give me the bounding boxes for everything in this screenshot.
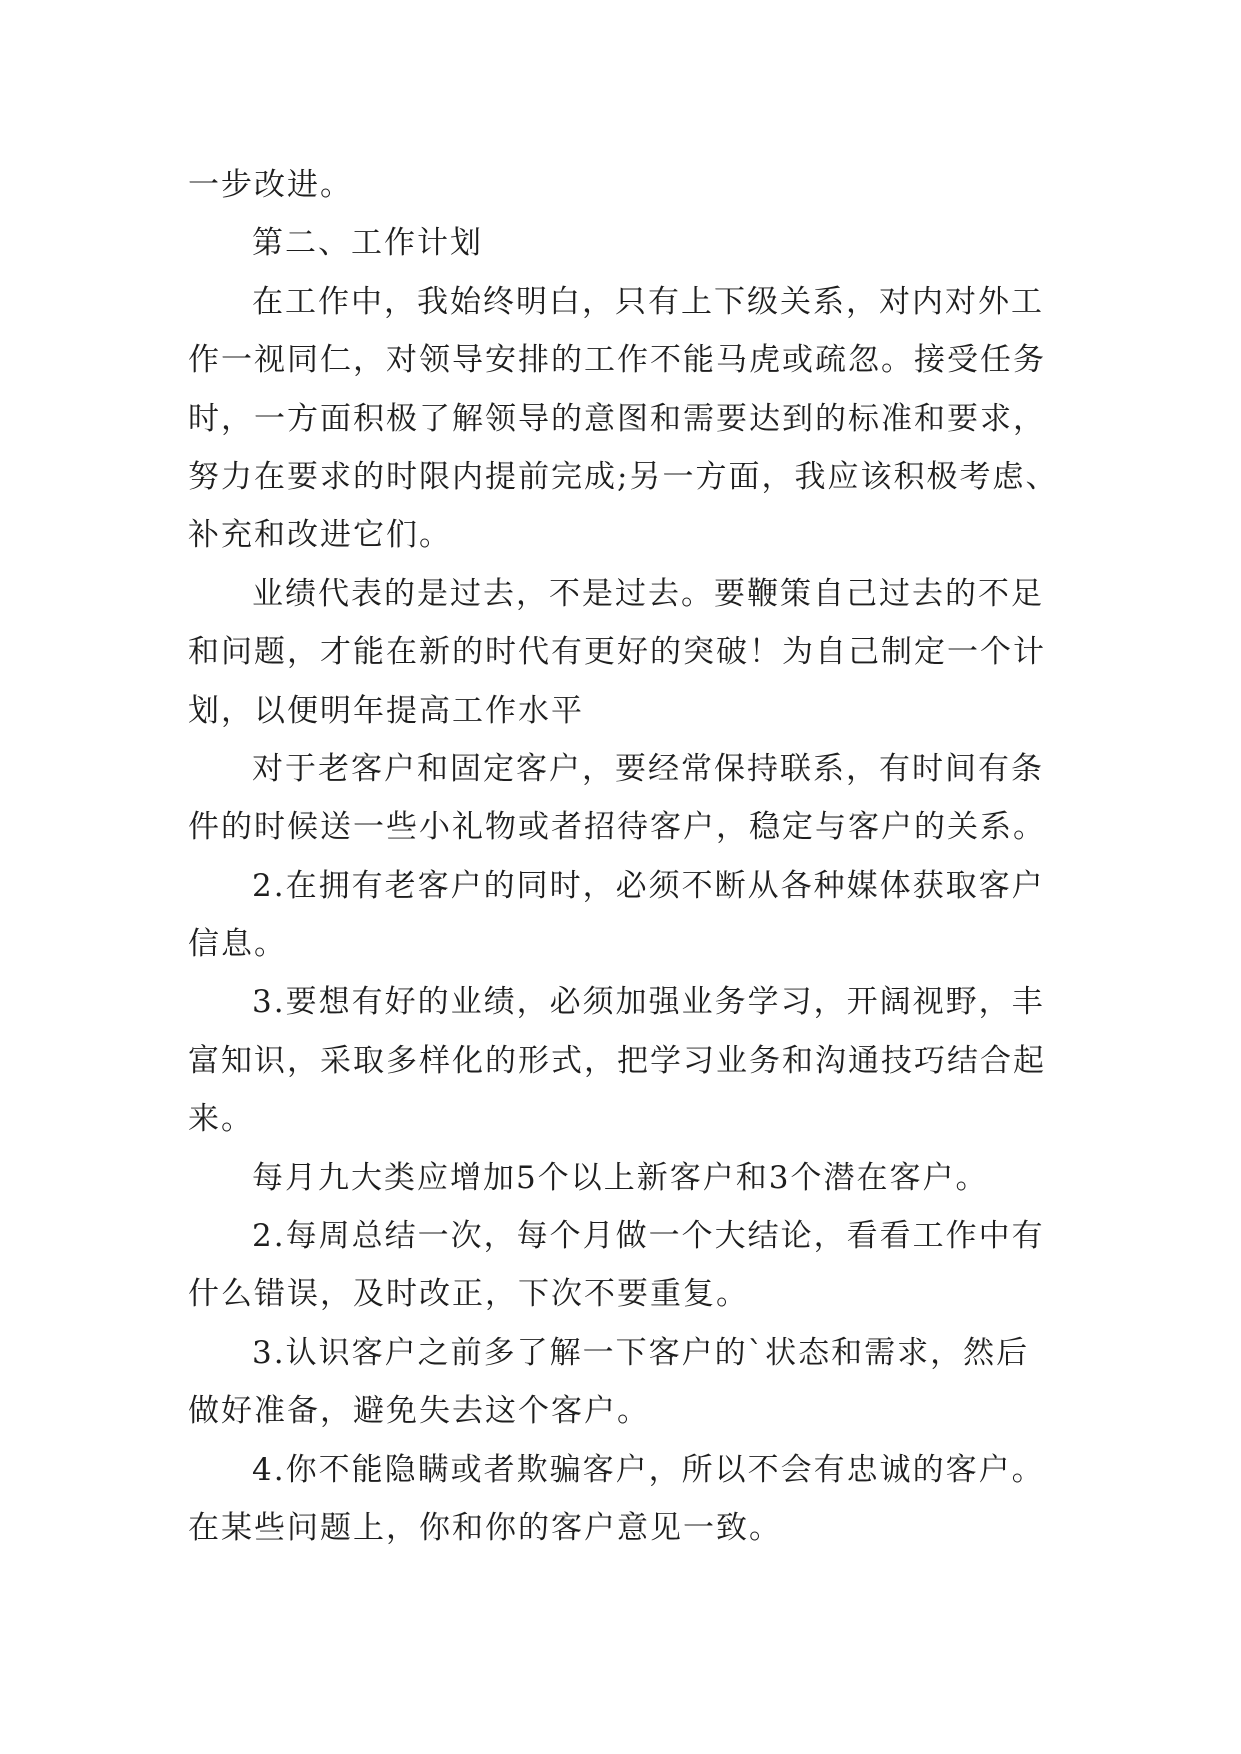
text-line: 在某些问题上，你和你的客户意见一致。 (188, 1509, 782, 1546)
text-line: 信息。 (188, 926, 287, 963)
text-line: 对于老客户和固定客户，要经常保持联系，有时间有条 (252, 750, 1044, 787)
text-line: 一步改进。 (188, 167, 353, 203)
text-line: 业绩代表的是过去，不是过去。要鞭策自己过去的不足 (252, 575, 1044, 612)
text-line: 来。 (188, 1101, 254, 1138)
text-line: 2.每周总结一次，每个月做一个大结论，看看工作中有 (252, 1218, 1045, 1255)
text-line: 2.在拥有老客户的同时，必须不断从各种媒体获取客户 (252, 867, 1045, 904)
text-line: 3.认识客户之前多了解一下客户的`状态和需求，然后 (252, 1334, 1030, 1371)
text-line: 什么错误，及时改正，下次不要重复。 (188, 1276, 749, 1313)
text-line: 划，以便明年提高工作水平 (188, 692, 584, 729)
text-line: 和问题，才能在新的时代有更好的突破！为自己制定一个计 (188, 634, 1046, 671)
text-line: 努力在要求的时限内提前完成;另一方面，我应该积极考虑、 (188, 458, 1059, 495)
text-line: 在工作中，我始终明白，只有上下级关系，对内对外工 (252, 283, 1044, 320)
document-body (188, 156, 1058, 1557)
text-line: 做好准备，避免失去这个客户。 (188, 1393, 650, 1430)
text-line: 作一视同仁，对领导安排的工作不能马虎或疏忽。接受任务 (188, 342, 1046, 379)
text-line: 富知识，采取多样化的形式，把学习业务和沟通技巧结合起 (188, 1042, 1046, 1079)
text-line: 每月九大类应增加5个以上新客户和3个潜在客户。 (252, 1159, 989, 1196)
text-line: 时，一方面积极了解领导的意图和需要达到的标准和要求， (188, 400, 1046, 437)
section-heading: 第二、工作计划 (252, 225, 483, 262)
text-line: 件的时候送一些小礼物或者招待客户，稳定与客户的关系。 (188, 809, 1046, 846)
text-line: 4.你不能隐瞒或者欺骗客户，所以不会有忠诚的客户。 (252, 1451, 1045, 1488)
text-line: 3.要想有好的业绩，必须加强业务学习，开阔视野，丰 (252, 984, 1045, 1021)
text-line: 补充和改进它们。 (188, 517, 452, 554)
